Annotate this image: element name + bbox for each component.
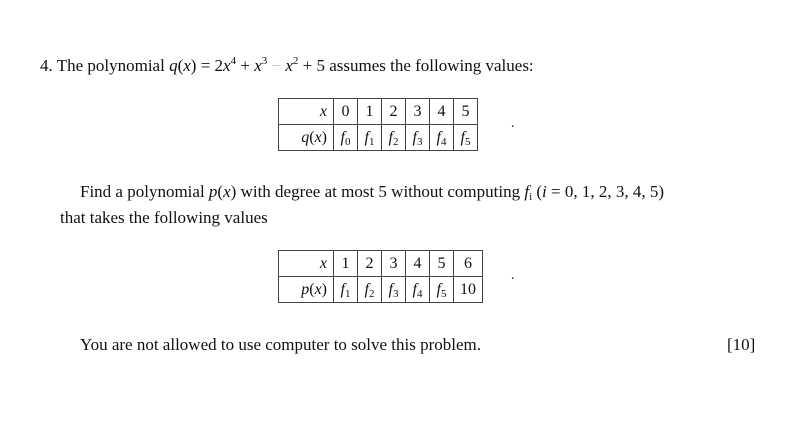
table-cell: $f_1$ [334,277,358,303]
problem-statement [40,55,534,77]
polynomial-p-symbol: p(x) [208,182,237,201]
restriction-note: You are not allowed to use computer to solve this problem. [80,335,482,354]
table-cell: $f_5$ [454,125,478,151]
table-header-x: x [279,251,334,277]
f-i-condition: $f_i$ (i = 0, 1, 2, 3, 4, 5) [524,182,665,203]
table-cell: 5 [430,251,454,277]
table-cell: $f_0$ [334,125,358,151]
table-cell: $f_2$ [358,277,382,303]
table-header-px: p(x) [279,277,334,303]
table-cell: $f_3$ [406,125,430,151]
task-line-2: that takes the following values [60,208,268,227]
table-cell: 4 [406,251,430,277]
table-cell: 2 [382,99,406,125]
table-cell: 1 [334,251,358,277]
table-row [279,125,478,151]
table-row [279,277,483,303]
table-cell: $f_2$ [382,125,406,151]
polynomial-q-formula: $q(x) = 2x^4 + x^3 - x^2 + 5$ [169,55,325,75]
task-text-mid: with degree at most 5 without computing [236,182,525,201]
table-cell: $f_5$ [430,277,454,303]
table-header-x: x [279,99,334,125]
table-cell: 4 [430,99,454,125]
task-line-1 [80,181,664,203]
intro-text-post: assumes the following values: [324,56,534,75]
table-cell: 5 [454,99,478,125]
table-period: . [511,268,515,283]
intro-text-pre: The polynomial [56,56,170,75]
table-cell: 0 [334,99,358,125]
table-row [279,99,478,125]
table-cell: 6 [454,251,483,277]
table-cell: 3 [382,251,406,277]
table-cell: $f_4$ [406,277,430,303]
table-header-qx: q(x) [279,125,334,151]
table-cell: $f_3$ [382,277,406,303]
table-cell: 3 [406,99,430,125]
table-cell: $f_1$ [358,125,382,151]
table-cell: 2 [358,251,382,277]
table-cell: 10 [454,277,483,303]
table-cell: $f_4$ [430,125,454,151]
q-values-table [278,98,478,151]
task-text-pre: Find a polynomial [80,182,209,201]
problem-number: 4. [40,56,53,75]
table-period: . [511,116,515,131]
marks-badge: [10] [727,335,756,354]
table-cell: 1 [358,99,382,125]
table-row [279,251,483,277]
p-values-table [278,250,483,303]
